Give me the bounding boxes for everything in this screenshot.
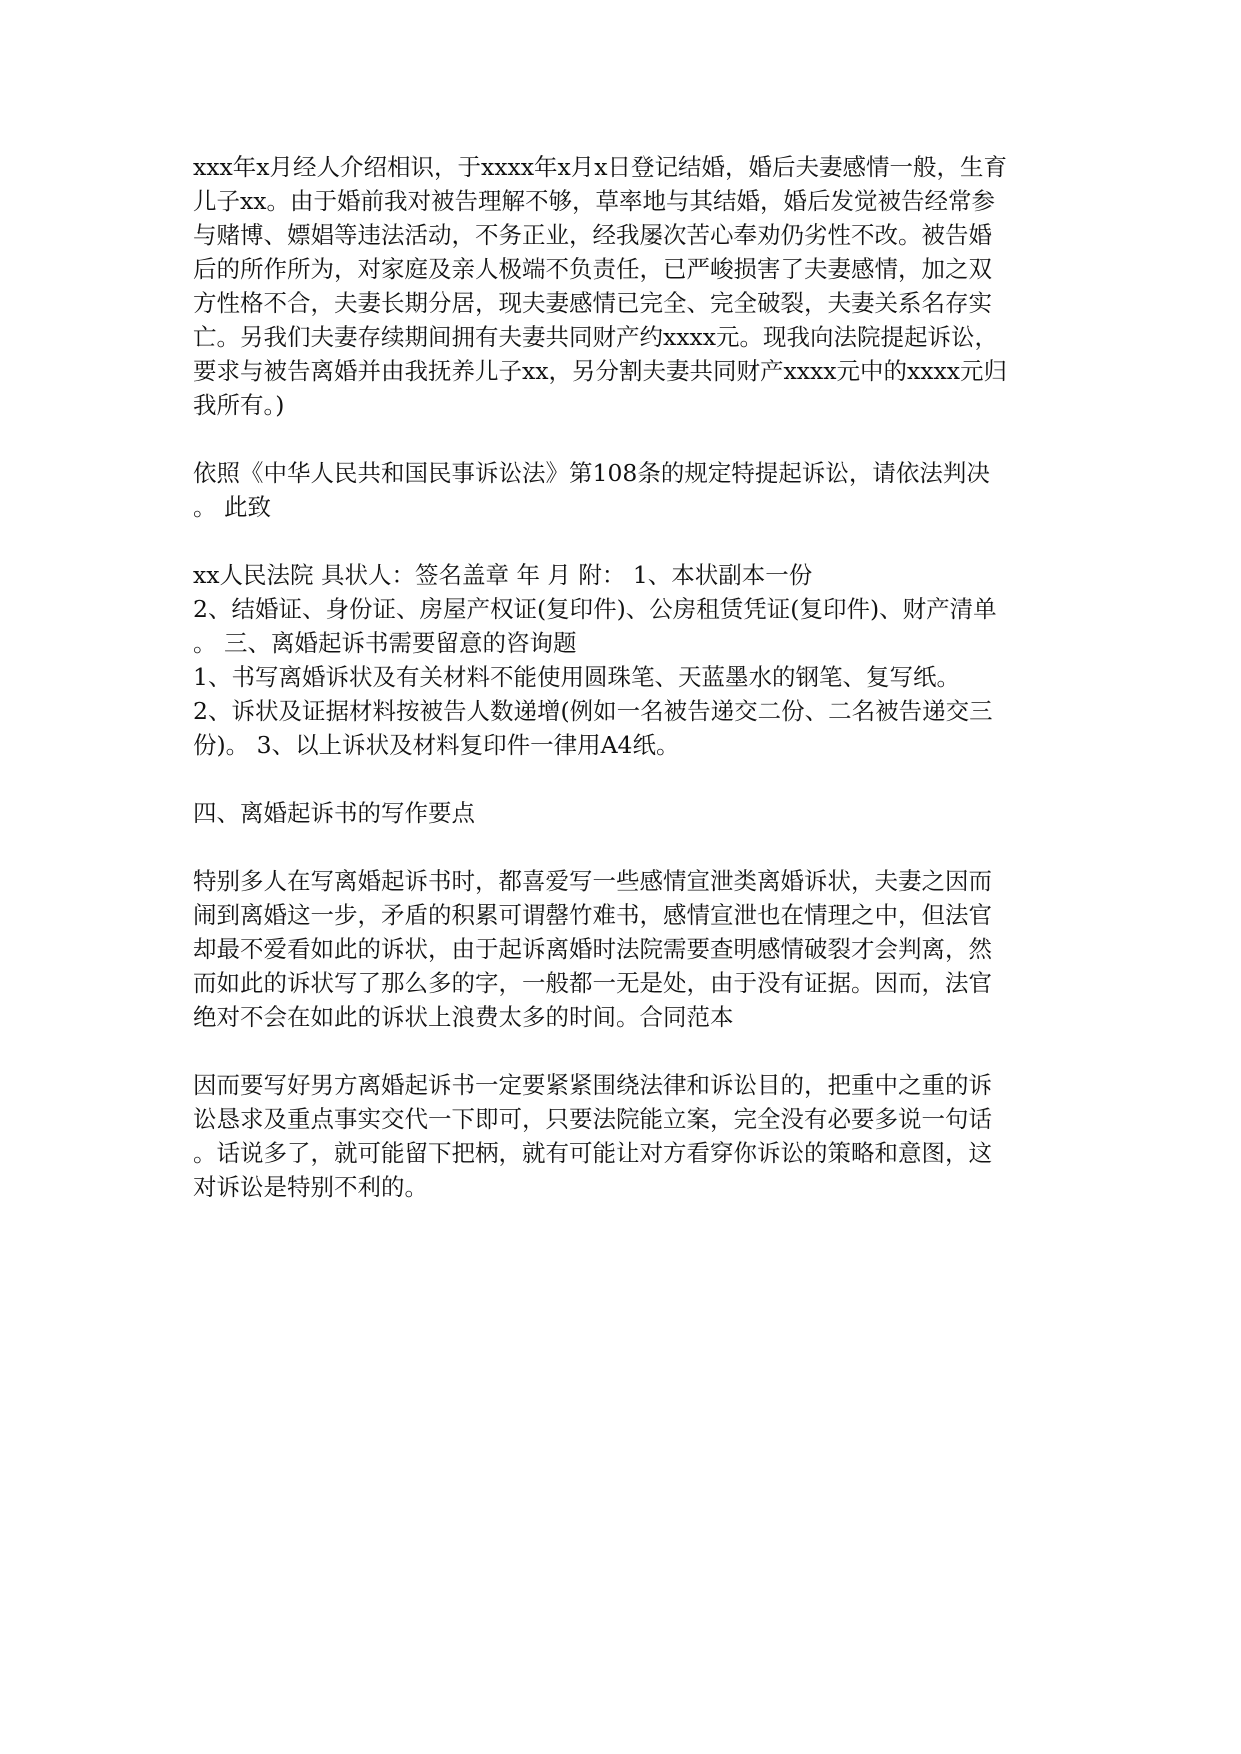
text-line: 因而要写好男方离婚起诉书一定要紧紧围绕法律和诉讼目的，把重中之重的诉 (193, 1071, 992, 1099)
text-line: 特别多人在写离婚起诉书时，都喜爱写一些感情宣泄类离婚诉状，夫妻之因而 (193, 867, 992, 895)
text-line: xxx年x月经人介绍相识，于xxxx年x月x日登记结婚，婚后夫妻感情一般，生育 (193, 153, 1008, 181)
text-line: 要求与被告离婚并由我抚养儿子xx，另分割夫妻共同财产xxxx元中的xxxx元归 (193, 357, 1008, 385)
text-line: 绝对不会在如此的诉状上浪费太多的时间。合同范本 (193, 1003, 734, 1031)
text-line: 2、诉状及证据材料按被告人数递增(例如一名被告递交二份、二名被告递交三 (193, 697, 993, 725)
text-line: 儿子xx。由于婚前我对被告理解不够，草率地与其结婚，婚后发觉被告经常参 (193, 187, 996, 215)
text-line: 讼恳求及重点事实交代一下即可，只要法院能立案，完全没有必要多说一句话 (193, 1105, 992, 1133)
paragraph-conclusion (193, 1068, 1048, 1204)
paragraph-legal-basis (193, 456, 1048, 524)
document-page (193, 150, 1048, 1238)
text-line: 对诉讼是特别不利的。 (193, 1173, 428, 1201)
text-line: 我所有。) (193, 391, 285, 419)
text-line: 后的所作所为，对家庭及亲人极端不负责任，已严峻损害了夫妻感情，加之双 (193, 255, 992, 283)
text-line: 闹到离婚这一步，矛盾的积累可谓罄竹难书，感情宣泄也在情理之中，但法官 (193, 901, 992, 929)
text-line: 。 三、离婚起诉书需要留意的咨询题 (193, 629, 577, 657)
section-heading (193, 796, 1048, 830)
text-line: xx人民法院 具状人：签名盖章 年 月 附： 1、本状副本一份 (193, 561, 813, 589)
paragraph-writing-points (193, 864, 1048, 1034)
text-line: 方性格不合，夫妻长期分居，现夫妻感情已完全、完全破裂，夫妻关系名存实 (193, 289, 992, 317)
text-line: 依照《中华人民共和国民事诉讼法》第108条的规定特提起诉讼，请依法判决 (193, 459, 990, 487)
text-line: 却最不爱看如此的诉状，由于起诉离婚时法院需要查明感情破裂才会判离，然 (193, 935, 992, 963)
text-line: 亡。另我们夫妻存续期间拥有夫妻共同财产约xxxx元。现我向法院提起诉讼， (193, 323, 999, 351)
text-line: 2、结婚证、身份证、房屋产权证(复印件)、公房租赁凭证(复印件)、财产清单 (193, 595, 997, 623)
text-line: 与赌博、嫖娼等违法活动，不务正业，经我屡次苦心奉劝仍劣性不改。被告婚 (193, 221, 992, 249)
text-line: 。 此致 (193, 493, 271, 521)
heading-text: 四、离婚起诉书的写作要点 (193, 799, 475, 827)
text-line: 。话说多了，就可能留下把柄，就有可能让对方看穿你诉讼的策略和意图，这 (193, 1139, 992, 1167)
text-line: 而如此的诉状写了那么多的字，一般都一无是处，由于没有证据。因而，法官 (193, 969, 992, 997)
text-line: 1、书写离婚诉状及有关材料不能使用圆珠笔、天蓝墨水的钢笔、复写纸。 (193, 663, 960, 691)
paragraph-attachments-notes (193, 558, 1048, 762)
text-line: 份)。 3、以上诉状及材料复印件一律用A4纸。 (193, 731, 680, 759)
paragraph-facts (193, 150, 1048, 422)
